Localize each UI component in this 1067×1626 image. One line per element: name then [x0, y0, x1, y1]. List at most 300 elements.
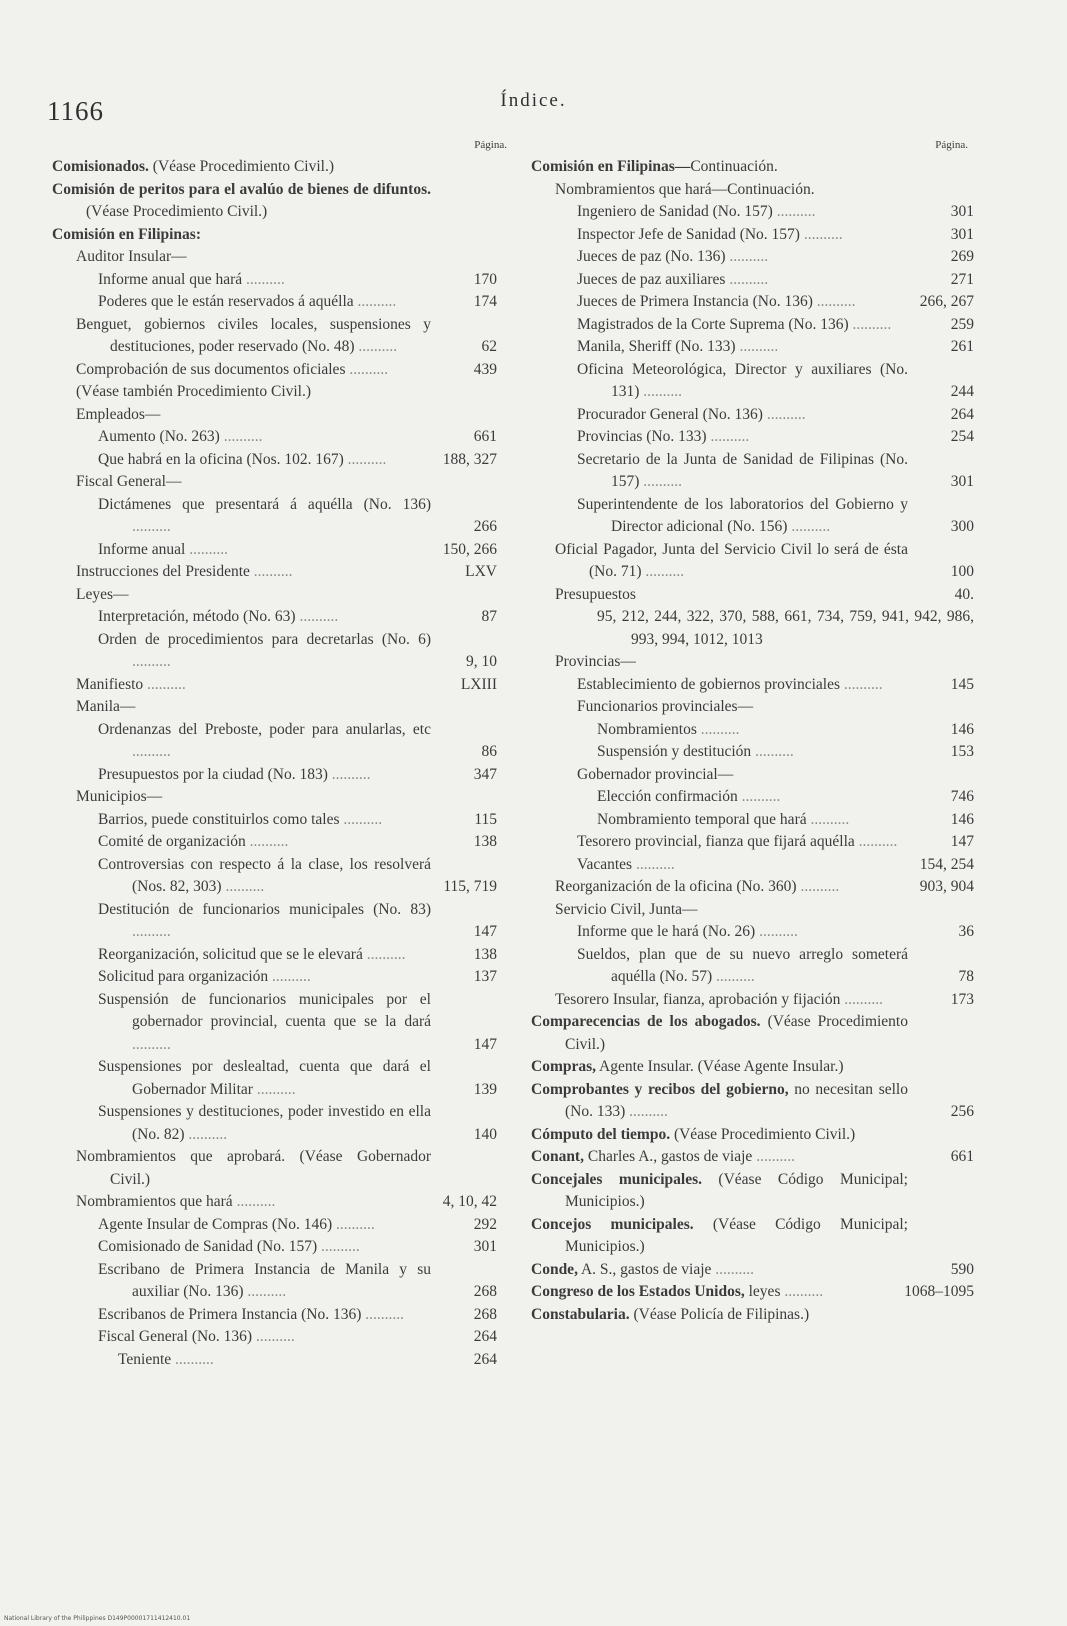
index-entry-page: 173	[950, 990, 974, 1008]
index-entry-text: Teniente	[118, 1350, 172, 1368]
index-entry	[577, 314, 974, 337]
dot-leader: ..........	[252, 1080, 296, 1098]
index-entry	[531, 1281, 974, 1304]
index-entry	[577, 494, 974, 539]
index-entry	[577, 944, 974, 989]
index-entry-text: Nombramientos que hará	[76, 1193, 233, 1210]
index-entry-page: 261	[950, 338, 974, 355]
index-entry	[531, 1259, 974, 1282]
index-entry-text: Vacantes	[577, 855, 633, 873]
dot-leader: ..........	[219, 428, 263, 445]
dot-leader: ..........	[762, 405, 806, 423]
index-entry-page: 746	[950, 788, 974, 805]
index-entry-page: 154, 254	[919, 855, 974, 873]
index-entry-page: 153	[950, 743, 974, 760]
index-entry-text: Fiscal General—	[76, 473, 182, 490]
dot-leader: ..........	[772, 203, 816, 220]
index-entry	[98, 1236, 497, 1259]
dot-leader: ..........	[806, 810, 850, 828]
index-entry-page: 266, 267	[919, 293, 974, 310]
dot-leader: ..........	[317, 1238, 360, 1255]
index-entry-page: 269	[950, 248, 974, 265]
dot-leader: ..........	[787, 518, 831, 535]
index-entry-text: Tesorero Insular, fianza, aprobación y fijación	[555, 990, 841, 1008]
index-entry-text: 95, 212, 244, 322, 370, 588, 661, 734, 759, 941, 942, 986, 993, 994, 1012, 1013	[597, 608, 974, 648]
index-entry-page: 271	[950, 270, 974, 288]
index-entry-page: 62	[481, 338, 497, 355]
index-entry-page: 439	[473, 360, 497, 378]
index-entry-page: 301	[950, 203, 974, 220]
dot-leader: ..........	[799, 225, 843, 243]
index-entry-text: Secretario de la Junta de Sanidad de Filipinas (No. 157)	[577, 450, 908, 490]
index-entry	[577, 426, 974, 449]
index-entry-text: Interpretación, método (No. 63)	[98, 608, 296, 625]
index-entry-text: Jueces de paz (No. 136)	[577, 248, 726, 265]
page-column-heading: Página.	[935, 139, 968, 151]
index-entry	[98, 854, 497, 899]
dot-leader: ..........	[243, 1283, 287, 1300]
index-entry-page: 100	[950, 563, 974, 580]
index-entry-text: Reorganización, solicitud que se le elevará	[98, 945, 363, 963]
index-entry-page: 259	[950, 315, 974, 333]
index-entry-text: Gobernador provincial—	[577, 765, 734, 783]
index-entry	[52, 224, 497, 247]
index-entry-text: Auditor Insular—	[76, 248, 187, 265]
index-entry-page: 137	[473, 968, 497, 985]
index-entry-text: Concejos municipales. (Véase Código Municipal; Municipios.)	[531, 1215, 908, 1255]
dot-leader: ..........	[345, 360, 389, 378]
dot-leader: ..........	[354, 338, 398, 355]
dot-leader: ..........	[755, 923, 798, 940]
index-entries-left	[52, 156, 497, 1371]
dot-leader: ..........	[362, 945, 406, 963]
dot-leader: ..........	[812, 293, 856, 310]
index-entry	[577, 269, 974, 292]
index-entry	[577, 359, 974, 404]
index-entry-text: Comisión de peritos para el avalúo de bienes de difuntos. (Véase Procedimiento Civil.)	[52, 180, 431, 220]
index-entry-text: Destitución de funcionarios municipales (No. 83)	[98, 900, 431, 918]
index-entry	[98, 1304, 497, 1327]
index-entry	[98, 719, 497, 764]
index-entry-text: Ordenanzas del Preboste, poder para anularlas, etc	[98, 720, 431, 738]
index-entry-text: Nombramientos que hará—Continuación.	[555, 180, 815, 198]
index-entry	[597, 719, 974, 742]
index-entry	[98, 269, 497, 292]
index-entry	[577, 291, 974, 314]
index-entry	[577, 764, 974, 787]
entry-head-word: Concejos municipales.	[531, 1215, 694, 1233]
index-entry-text: Dictámenes que presentará á aquélla (No. 136)	[98, 495, 431, 513]
index-entry-text: Municipios—	[76, 788, 163, 805]
index-entry-text: Magistrados de la Corte Suprema (No. 136)	[577, 315, 849, 333]
index-entry-text: Informe anual que hará	[98, 270, 243, 288]
index-entry	[98, 1214, 497, 1237]
index-entry	[98, 989, 497, 1057]
index-entry-page: 115, 719	[443, 878, 497, 895]
index-entry-page: 301	[473, 1238, 497, 1255]
index-entry-text: Provincias—	[555, 653, 636, 670]
dot-leader: ..........	[184, 1125, 228, 1143]
index-entry-page: 36	[958, 923, 974, 940]
index-entry	[555, 989, 974, 1012]
index-entry	[531, 1214, 974, 1259]
entry-head-word: Concejales municipales.	[531, 1170, 702, 1188]
index-entry-text: Benguet, gobiernos civiles locales, suspensiones y destituciones, poder reservado (No. 48)	[76, 315, 431, 355]
index-entry-text: Comparecencias de los abogados. (Véase Procedimiento Civil.)	[531, 1013, 908, 1053]
index-entry-page: 150, 266	[442, 540, 497, 558]
dot-leader: ..........	[735, 338, 779, 355]
index-entry-page: 4, 10, 42	[442, 1193, 497, 1210]
index-entry-page: 188, 327	[442, 450, 497, 468]
index-entry-text: Poderes que le están reservados á aquélla	[98, 293, 354, 310]
index-entry-text: Nombramientos	[597, 720, 697, 738]
index-entry-page: 292	[473, 1215, 497, 1233]
index-entry-text: Comisión en Filipinas—Continuación.	[531, 158, 778, 175]
index-entry-page: 661	[473, 428, 497, 445]
index-entry-text: Orden de procedimientos para decretarlas (No. 6)	[98, 630, 431, 648]
index-entry-text: Escribanos de Primera Instancia (No. 136)	[98, 1305, 362, 1323]
index-entry-text: Suspensiones por deslealtad, cuenta que dará el Gobernador Militar	[98, 1058, 431, 1098]
dot-leader: ..........	[751, 743, 794, 760]
index-entry	[577, 246, 974, 269]
index-entry-text: Concejales municipales. (Véase Código Municipal; Municipios.)	[531, 1170, 908, 1210]
index-entry	[76, 674, 497, 697]
index-entry-text: Informe anual	[98, 540, 186, 558]
index-entry	[577, 449, 974, 494]
dot-leader: ..........	[725, 270, 769, 288]
dot-leader: ..........	[171, 1350, 214, 1368]
dot-leader: ..........	[221, 878, 265, 895]
index-entry	[597, 809, 974, 832]
entry-head-word: Comisionados.	[52, 158, 149, 175]
index-entry	[98, 539, 497, 562]
dot-leader: ..........	[641, 563, 685, 580]
index-entry-page: 86	[481, 743, 497, 760]
index-entry	[98, 494, 497, 539]
index-entry	[98, 944, 497, 967]
index-entry-text: Congreso de los Estados Unidos, leyes	[531, 1283, 781, 1300]
index-entry	[555, 651, 974, 674]
index-entry-page: 9, 10	[466, 653, 497, 670]
index-entry	[577, 224, 974, 247]
index-entry-text: Comprobantes y recibos del gobierno, no necesitan sello (No. 133)	[531, 1080, 908, 1120]
index-entry-page: 145	[950, 675, 974, 693]
entry-head-word: Cómputo del tiempo.	[531, 1125, 671, 1143]
dot-leader: ..........	[343, 450, 387, 468]
index-entry-page: 139	[473, 1080, 497, 1098]
index-entry-text: Comité de organización	[98, 833, 246, 850]
index-entry	[555, 876, 974, 899]
index-entry	[76, 359, 497, 382]
index-entry-page: 301	[950, 225, 974, 243]
index-entry-page: 268	[473, 1305, 497, 1323]
dot-leader: ..........	[185, 540, 228, 558]
entry-head-word: Conde,	[531, 1260, 578, 1278]
index-entry-page: 147	[950, 833, 974, 850]
dot-leader: ..........	[737, 788, 781, 805]
entry-head-word: Comisión en Filipinas:	[52, 225, 201, 243]
index-entry	[76, 404, 497, 427]
index-entry-text: Controversias con respecto á la clase, los resolverá (Nos. 82, 303)	[98, 855, 431, 895]
index-entry-text: Nombramiento temporal que hará	[597, 810, 807, 828]
dot-leader: ..........	[249, 563, 293, 580]
index-entry-page: LXIII	[460, 675, 497, 693]
index-entry	[531, 156, 974, 179]
entry-head-word: Constabularia.	[531, 1305, 630, 1323]
dot-leader: ..........	[295, 608, 339, 625]
entry-head-word: Compras,	[531, 1058, 597, 1075]
dot-leader: ..........	[361, 1305, 405, 1323]
dot-leader: ..........	[353, 293, 397, 310]
index-entry-page: 268	[473, 1283, 497, 1300]
index-entry-text: Barrios, puede constituirlos como tales	[98, 810, 340, 828]
index-entry	[577, 336, 974, 359]
index-entry-text: Establecimiento de gobiernos provinciales	[577, 675, 840, 693]
page-number: 1166	[47, 96, 104, 126]
page-column-heading: Página.	[474, 139, 507, 151]
index-entry	[577, 831, 974, 854]
dot-leader: ..........	[339, 810, 383, 828]
dot-leader: ..........	[242, 270, 285, 288]
index-entry-text: Manila—	[76, 698, 136, 715]
index-entry-text: (Véase también Procedimiento Civil.)	[76, 383, 312, 400]
index-entry	[555, 179, 974, 202]
index-entry	[98, 831, 497, 854]
dot-leader: ..........	[796, 878, 840, 895]
index-entry-text: Manila, Sheriff (No. 133)	[577, 338, 736, 355]
index-column-left	[52, 138, 507, 1371]
index-entry-page: 256	[950, 1103, 974, 1120]
index-entry-text: Agente Insular de Compras (No. 146)	[98, 1215, 333, 1233]
index-entry-page: 661	[950, 1148, 974, 1165]
index-entry	[98, 449, 497, 472]
dot-leader: ..........	[706, 428, 750, 445]
index-entry-text: Suspensiones y destituciones, poder investido en ella (No. 82)	[98, 1103, 431, 1143]
index-entry-text: Comisionados. (Véase Procedimiento Civil.)	[52, 158, 334, 175]
dot-leader: ..........	[143, 675, 186, 693]
index-entry-text: Aumento (No. 263)	[98, 428, 220, 445]
index-entry-text: Suspensión de funcionarios municipales por el gobernador provincial, cuenta que se la dará	[98, 990, 431, 1030]
index-entry-text: Constabularia. (Véase Policía de Filipinas.)	[531, 1305, 810, 1323]
index-entry	[98, 291, 497, 314]
index-entry	[531, 1011, 974, 1056]
dot-leader: ..........	[327, 765, 371, 783]
dot-leader: ..........	[268, 968, 311, 985]
index-entry-text: Comprobación de sus documentos oficiales	[76, 360, 346, 378]
index-entry	[577, 921, 974, 944]
index-entry-page: 590	[950, 1260, 974, 1278]
dot-leader: ..........	[132, 923, 171, 940]
index-entry-text	[52, 226, 201, 243]
index-entry	[76, 696, 497, 719]
index-entry	[98, 1056, 497, 1101]
index-entry-page: LXV	[465, 563, 497, 580]
index-entry-page: 147	[473, 923, 497, 940]
index-entry-text: Comisionado de Sanidad (No. 157)	[98, 1238, 318, 1255]
entry-head-word: Comisión en Filipinas—	[531, 158, 691, 175]
index-entry-page: 138	[473, 945, 497, 963]
index-entry-page: 170	[473, 270, 497, 288]
index-entry-page: 347	[473, 765, 497, 783]
dot-leader: ..........	[625, 1103, 668, 1120]
dot-leader: ..........	[132, 653, 171, 670]
index-entry-text: Funcionarios provinciales—	[577, 698, 754, 715]
entry-head-word: Congreso de los Estados Unidos,	[531, 1283, 745, 1300]
index-entry-text: Procurador General (No. 136)	[577, 405, 763, 423]
index-entry	[98, 426, 497, 449]
index-entry	[52, 179, 497, 224]
index-entry	[98, 629, 497, 674]
index-entry-text: Conant, Charles A., gastos de viaje	[531, 1148, 753, 1165]
index-entry	[98, 764, 497, 787]
index-entry-text: Ingeniero de Sanidad (No. 157)	[577, 203, 773, 220]
dot-leader: ..........	[840, 990, 883, 1008]
index-entry	[98, 606, 497, 629]
index-entry	[577, 404, 974, 427]
index-entry-page: 301	[950, 473, 974, 490]
index-entry-text: Informe que le hará (No. 26)	[577, 923, 756, 940]
entry-head-word: Comprobantes y recibos del gobierno,	[531, 1080, 789, 1098]
index-entry	[98, 1259, 497, 1304]
index-entry-text: Leyes—	[76, 585, 129, 603]
index-entry-text: Compras, Agente Insular. (Véase Agente Insular.)	[531, 1058, 844, 1075]
dot-leader: ..........	[132, 1035, 171, 1053]
index-entry-text: Superintendente de los laboratorios del Gobierno y Director adicional (No. 156)	[577, 495, 908, 535]
index-entry	[76, 561, 497, 584]
index-entry-page: 264	[473, 1350, 497, 1368]
index-entry-text: Reorganización de la oficina (No. 360)	[555, 878, 797, 895]
running-head: Índice.	[500, 90, 567, 111]
index-entry-page: 146	[950, 720, 974, 738]
dot-leader: ..........	[252, 1328, 295, 1345]
index-entry	[98, 1101, 497, 1146]
dot-leader: ..........	[780, 1283, 824, 1300]
dot-leader: ..........	[639, 383, 683, 400]
index-entry-text: Conde, A. S., gastos de viaje	[531, 1260, 712, 1278]
index-entries-right	[531, 156, 974, 1326]
index-entry-text: Jueces de paz auxiliares	[577, 270, 726, 288]
entry-head-word: Comparecencias de los abogados.	[531, 1013, 761, 1030]
index-entry-page: 254	[950, 428, 974, 445]
index-entry	[98, 1326, 497, 1349]
index-entry-text: Solicitud para organización	[98, 968, 269, 985]
index-entry	[76, 314, 497, 359]
index-entry-text: Cómputo del tiempo. (Véase Procedimiento Civil.)	[531, 1125, 856, 1143]
index-entry-text: Tesorero provincial, fianza que fijará aquélla	[577, 833, 855, 850]
index-entry	[76, 471, 497, 494]
index-entry	[597, 786, 974, 809]
index-entry-text: Provincias (No. 133)	[577, 428, 707, 445]
index-entry	[577, 201, 974, 224]
dot-leader: ..........	[332, 1215, 375, 1233]
index-entry	[531, 1124, 974, 1147]
index-entry	[76, 246, 497, 269]
index-entry-text: Sueldos, plan que de su nuevo arreglo someterá aquélla (No. 57)	[577, 945, 908, 985]
dot-leader: ..........	[632, 855, 675, 873]
dot-leader: ..........	[848, 315, 892, 333]
index-entry	[531, 1079, 974, 1124]
index-entry-text: Servicio Civil, Junta—	[555, 900, 698, 918]
index-entry	[52, 156, 497, 179]
index-entry	[555, 584, 974, 607]
dot-leader: ..........	[245, 833, 289, 850]
entry-head-word: Comisión de peritos para el avalúo de bienes de difuntos.	[52, 180, 431, 198]
index-entry	[118, 1349, 497, 1372]
index-entry-text: Manifiesto	[76, 675, 144, 693]
index-entry-page: 1068–1095	[904, 1283, 974, 1300]
index-entry-text: Suspensión y destitución	[597, 743, 752, 760]
index-entry	[76, 584, 497, 607]
index-entry	[577, 674, 974, 697]
library-footer-note: National Library of the Philippines D149P00001711412410.01	[4, 1615, 191, 1622]
index-entry-page: 78	[958, 968, 974, 985]
index-entry	[531, 1146, 974, 1169]
dot-leader: ..........	[752, 1148, 795, 1165]
index-entry	[577, 854, 974, 877]
index-entry	[98, 899, 497, 944]
index-entry-text: Presupuestos	[555, 585, 636, 603]
index-entry-text: Empleados—	[76, 405, 161, 423]
index-entry-page: 87	[481, 608, 497, 625]
dot-leader: ..........	[854, 833, 898, 850]
index-entry-text: Fiscal General (No. 136)	[98, 1328, 253, 1345]
dot-leader: ..........	[132, 743, 171, 760]
index-entry-page: 264	[473, 1328, 497, 1345]
index-entry-page: 300	[950, 518, 974, 535]
index-entry	[531, 1304, 974, 1327]
index-entry-page: 264	[950, 405, 974, 423]
index-entry	[577, 696, 974, 719]
index-entry-text: Oficial Pagador, Junta del Servicio Civil lo será de ésta (No. 71)	[555, 540, 908, 580]
index-entry	[597, 741, 974, 764]
index-entry-page: 266	[473, 518, 497, 535]
dot-leader: ..........	[232, 1193, 276, 1210]
index-column-right	[531, 138, 974, 1326]
index-entry	[531, 1169, 974, 1214]
dot-leader: ..........	[639, 473, 683, 490]
index-entry-text: Que habrá en la oficina (Nos. 102. 167)	[98, 450, 344, 468]
index-entry-text: Nombramientos que aprobará. (Véase Gobernador Civil.)	[76, 1148, 431, 1188]
index-entry	[76, 1191, 497, 1214]
index-entry	[555, 539, 974, 584]
index-entry-page: 140	[473, 1125, 497, 1143]
index-entry	[597, 606, 974, 651]
index-entry-text: Presupuestos por la ciudad (No. 183)	[98, 765, 328, 783]
index-entry-text: Instrucciones del Presidente	[76, 563, 250, 580]
index-entry-page: 146	[950, 810, 974, 828]
dot-leader: ..........	[840, 675, 883, 693]
index-entry-text: Jueces de Primera Instancia (No. 136)	[577, 293, 813, 310]
index-entry	[98, 966, 497, 989]
index-entry-text: Oficina Meteorológica, Director y auxiliares (No. 131)	[577, 360, 908, 400]
dot-leader: ..........	[725, 248, 769, 265]
index-entry-page: 138	[473, 833, 497, 850]
index-entry-text: Elección confirmación	[597, 788, 738, 805]
index-entry	[76, 381, 497, 404]
index-entry	[555, 899, 974, 922]
entry-head-word: Conant,	[531, 1148, 584, 1165]
index-entry-page: 174	[473, 293, 497, 310]
index-entry-page: 40.	[954, 585, 974, 603]
index-entry-page: 244	[950, 383, 974, 400]
index-entry	[76, 1146, 497, 1191]
index-entry	[531, 1056, 974, 1079]
index-entry	[98, 809, 497, 832]
dot-leader: ..........	[712, 968, 755, 985]
index-entry-page: 147	[473, 1035, 497, 1053]
index-entry-page: 115	[474, 810, 497, 828]
index-entry-text: Escribano de Primera Instancia de Manila y su auxiliar (No. 136)	[98, 1260, 431, 1300]
